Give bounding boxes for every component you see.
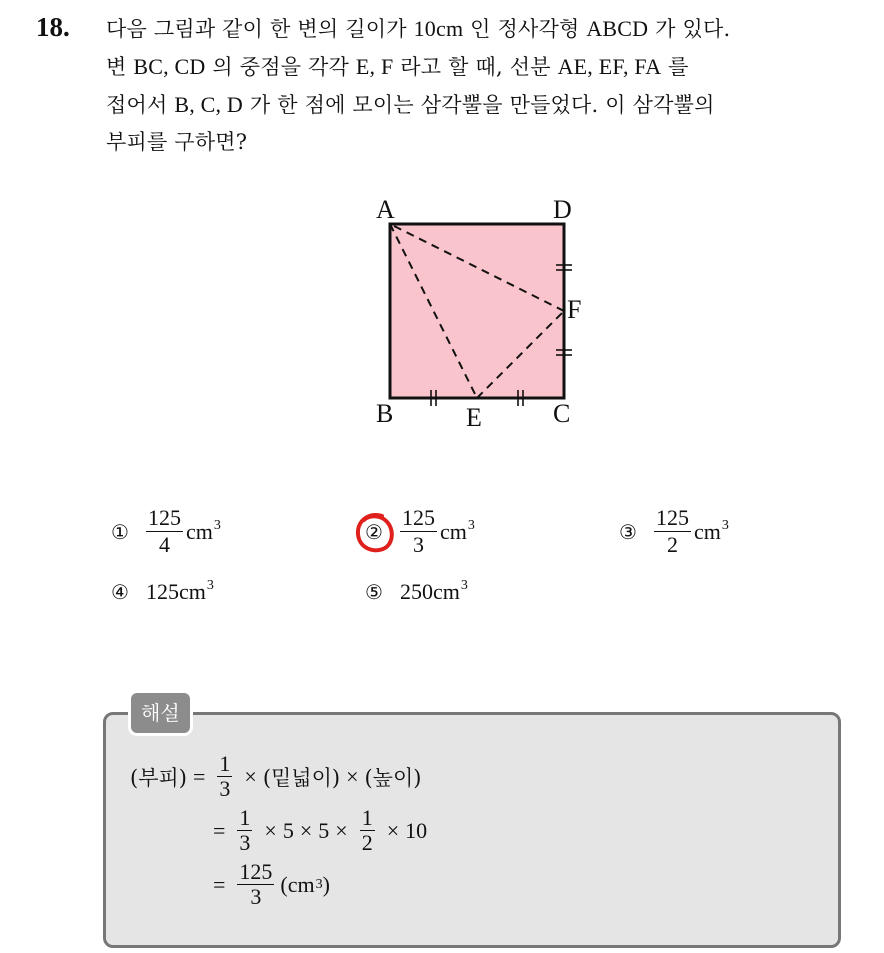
question-line-4: 부피를 구하면?	[106, 130, 248, 154]
square-diagram	[360, 190, 600, 440]
solution-tab: 해설	[128, 690, 193, 736]
choice-3[interactable]: ③ $\frac{125}{2}$ $cm^3$	[616, 505, 729, 558]
choice-number: ④	[111, 579, 129, 604]
choice-number: ⑤	[365, 579, 383, 604]
choice-fraction: $\frac{125}{4}$	[148, 505, 181, 557]
question-number: 18.	[36, 12, 70, 42]
solution-line-2: = $\frac{1}{3}$ × 5 × 5 × $\frac{1}{2}$ × 10	[213, 805, 428, 855]
solution-line-1: (부피) = $\frac{1}{3}$ × (밑넓이) × (높이)	[130, 751, 422, 801]
choice-fraction: $\frac{125}{3}$	[402, 505, 435, 557]
choice-4[interactable]: ④ $125cm^3$	[108, 578, 214, 605]
answer-mark-circle	[352, 510, 398, 556]
choice-number: ①	[111, 519, 129, 544]
choice-number: ③	[619, 519, 637, 544]
label-e: E	[466, 403, 482, 432]
choice-number: ②	[365, 519, 383, 544]
label-c: C	[553, 399, 571, 428]
solution-line-3: = $\frac{125}{3}$ (cm 3 )	[213, 859, 330, 909]
choice-fraction: $\frac{125}{2}$	[656, 505, 689, 557]
question-text	[106, 10, 866, 161]
label-b: B	[376, 399, 394, 428]
label-a: A	[376, 195, 395, 224]
square-figure	[360, 190, 600, 440]
label-f: F	[567, 295, 582, 324]
label-d: D	[553, 195, 572, 224]
choice-1[interactable]: ① $\frac{125}{4}$ $cm^3$	[108, 505, 221, 558]
question-line-1: 다음 그림과 같이 한 변의 길이가 10cm 인 정사각형 ABCD 가 있다.	[106, 16, 731, 41]
question-line-3: 접어서 B, C, D 가 한 점에 모이는 삼각뿔을 만들었다. 이 삼각뿔의	[106, 92, 715, 117]
choice-5[interactable]: ⑤ $250cm^3$	[362, 578, 468, 605]
question-line-2: 변 BC, CD 의 중점을 각각 E, F 라고 할 때, 선분 AE, EF, FA 를	[106, 54, 689, 79]
square-abcd	[390, 224, 564, 398]
choice-2[interactable]: ② $\frac{125}{3}$ $cm^3$	[362, 505, 475, 558]
